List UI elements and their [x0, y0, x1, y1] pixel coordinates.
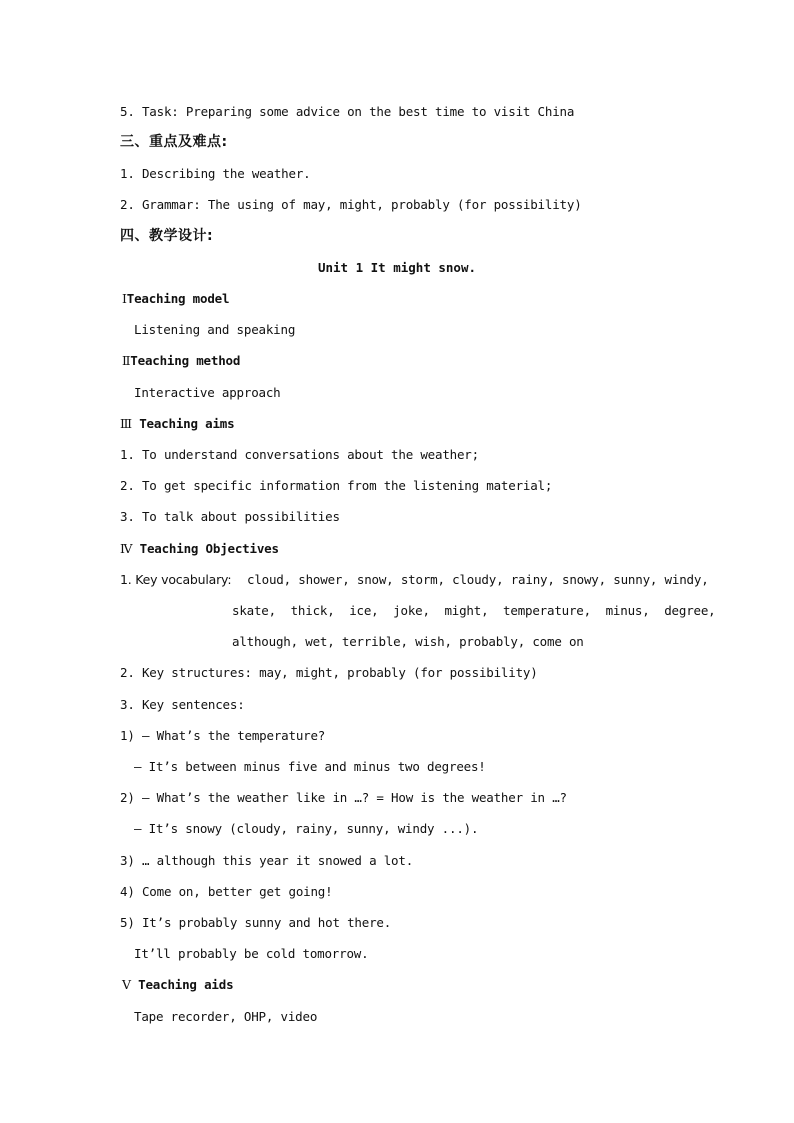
key-sentence-5: 5) It’s probably sunny and hot there.: [120, 915, 392, 930]
key-sentence-5-extra: It’ll probably be cold tomorrow.: [134, 946, 369, 961]
part-3-item-3: 3. To talk about possibilities: [120, 509, 340, 524]
task-5-line: 5. Task: Preparing some advice on the best time to visit China: [120, 104, 575, 119]
part-5-numeral: Ⅴ: [122, 977, 131, 992]
part-1-numeral: Ⅰ: [122, 291, 127, 306]
key-structures: 2. Key structures: may, might, probably (for possibility): [120, 665, 538, 680]
part-1-heading-text: Teaching model: [126, 291, 230, 306]
part-1-content: Listening and speaking: [134, 322, 296, 337]
part-2-content: Interactive approach: [134, 385, 281, 400]
section-3-item-1: 1. Describing the weather.: [120, 166, 311, 181]
part-1-heading: [122, 291, 229, 307]
key-sentence-3: 3) … although this year it snowed a lot.: [120, 853, 414, 868]
key-sentence-4: 4) Come on, better get going!: [120, 884, 333, 899]
part-4-numeral: Ⅳ: [120, 541, 133, 556]
part-3-heading: [120, 416, 234, 432]
part-3-heading-text: Teaching aims: [139, 416, 235, 431]
section-3-heading: 三、重点及难点:: [120, 134, 228, 150]
key-sentences-label: 3. Key sentences:: [120, 697, 245, 712]
part-2-numeral: Ⅱ: [122, 353, 131, 368]
key-vocabulary-line-3: although, wet, terrible, wish, probably, come on: [232, 634, 584, 649]
unit-title: Unit 1 It might snow.: [317, 260, 477, 275]
key-vocabulary-label: 1. Key vocabulary:: [120, 572, 232, 587]
key-sentence-2-answer: — It’s snowy (cloudy, rainy, sunny, windy ...).: [134, 821, 479, 836]
key-sentence-1: 1) — What’s the temperature?: [120, 728, 326, 743]
part-3-item-1: 1. To understand conversations about the weather;: [120, 447, 479, 462]
part-5-content: Tape recorder, OHP, video: [134, 1009, 318, 1024]
key-vocabulary-line-2: skate, thick, ice, joke, might, temperature, minus, degree,: [232, 603, 716, 618]
part-5-heading: [122, 977, 233, 993]
section-4-heading: 四、教学设计:: [120, 228, 214, 244]
part-3-numeral: Ⅲ: [120, 416, 132, 431]
part-4-heading: [120, 541, 279, 557]
part-2-heading: [122, 353, 240, 369]
key-sentence-1-answer: — It’s between minus five and minus two degrees!: [134, 759, 486, 774]
key-vocabulary-line-1: cloud, shower, snow, storm, cloudy, rainy, snowy, sunny, windy,: [247, 572, 709, 587]
section-3-item-2: 2. Grammar: The using of may, might, probably (for possibility): [120, 197, 582, 212]
part-3-item-2: 2. To get specific information from the listening material;: [120, 478, 553, 493]
part-5-heading-text: Teaching aids: [138, 977, 234, 992]
part-2-heading-text: Teaching method: [130, 353, 241, 368]
part-4-heading-text: Teaching Objectives: [139, 541, 279, 556]
key-sentence-2: 2) — What’s the weather like in …? = How is the weather in …?: [120, 790, 567, 805]
